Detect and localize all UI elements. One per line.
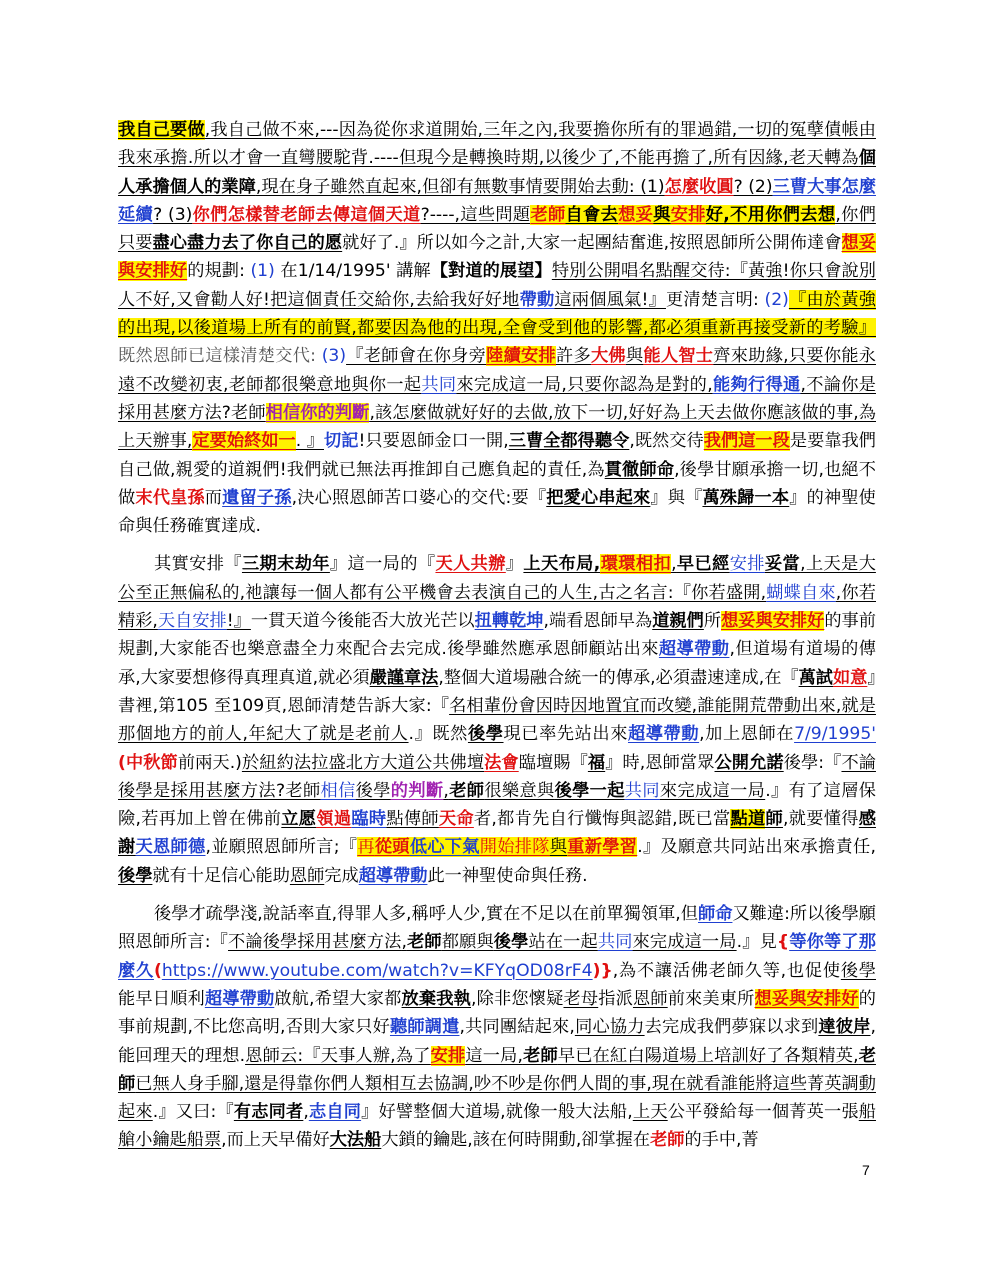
text-segment: 於紐約法拉盛北方大道公共佛壇 — [241, 752, 485, 773]
text-segment: ,上天是大公至正無偏私的,祂讓每一個人都有公平機會去表演自己的人生,古之名言:『你若盛開, — [118, 554, 876, 603]
text-segment: 貫徹師命 — [604, 459, 675, 480]
text-segment: ,除非您懷疑 — [471, 988, 564, 1009]
text-segment: , — [443, 780, 449, 801]
text-segment: 老師 — [530, 204, 566, 225]
text-segment: 完成 — [324, 865, 359, 886]
text-segment: 許多 — [556, 346, 591, 367]
text-segment: 能早日順利 — [118, 988, 205, 1009]
text-segment: 安排 — [729, 554, 765, 575]
text-segment: . 』 — [295, 431, 324, 452]
youtube-link[interactable]: https://www.youtube.com/watch?v=KFYqOD08rF4 — [161, 960, 593, 981]
text-segment: 妥當 — [764, 554, 801, 575]
text-segment: 超導帶動 — [204, 988, 275, 1009]
text-segment: 及願意共同站出來承擔責任, — [660, 837, 876, 858]
text-segment: 的事前規劃,大家能否也樂意盡全力來配合去完成.後學雖然應承恩師顧站出來 — [118, 611, 876, 660]
text-segment: ,共同團結起來, — [459, 1017, 575, 1038]
paragraph-3 — [118, 900, 876, 1155]
text-segment: 超導帶動 — [627, 724, 700, 745]
text-segment: 後學 — [493, 932, 529, 953]
text-segment: 好,不用你們去想 — [705, 204, 836, 225]
text-segment: 三曹大事怎麼延續 — [118, 176, 876, 225]
text-segment: 大佛 — [590, 346, 626, 367]
text-segment: 現已率先站出來 — [503, 724, 628, 745]
text-segment: 道親們 — [652, 611, 704, 632]
text-segment: ,現在身子雖然直起來,但卻有無數事情要開始去動: (1) — [255, 176, 665, 197]
text-segment: 共同 — [421, 374, 457, 395]
text-segment: 不論後學是採用甚麼方法?老師 — [118, 752, 876, 801]
text-segment: ,決心照恩師苦口婆心的交代:要『 — [291, 487, 547, 508]
text-segment: 想妥與安排好 — [754, 988, 859, 1009]
text-segment: 師 — [765, 809, 783, 830]
text-segment: 』這一局的『 — [329, 554, 436, 575]
text-segment: 點道 — [730, 809, 766, 830]
text-segment: 低心下氣 — [409, 837, 480, 858]
text-segment: 聽師調遣 — [389, 1017, 460, 1038]
text-segment: .』 — [637, 837, 661, 858]
text-segment: ,端看恩師早為 — [543, 611, 653, 632]
text-segment: ,就要懂得 — [782, 809, 859, 830]
text-segment: 超導帶動 — [358, 865, 428, 886]
text-segment: 與 — [625, 346, 644, 367]
text-segment: 去完成我們夢寐以求到 — [644, 1017, 819, 1038]
text-segment: 又難違:所以後學願照恩師所言:『 — [118, 904, 876, 953]
text-segment: 蝴蝶自來 — [766, 582, 836, 603]
text-segment: 』好譬整個大道場,就像一般大法船, — [361, 1102, 633, 1123]
text-segment: 的判斷 — [390, 780, 444, 801]
text-segment: 定要始終如一 — [192, 431, 296, 452]
text-segment: 同心協力 — [574, 1017, 645, 1038]
text-segment: 的事前規劃,不比您高明,否則大家只好 — [118, 988, 876, 1038]
text-segment: 前兩天.) — [177, 752, 242, 773]
text-segment: 扭轉乾坤 — [474, 611, 544, 632]
text-segment: 陸續安排 — [486, 346, 556, 367]
text-segment: 嚴謹章法 — [369, 667, 439, 688]
text-segment: 共同 — [597, 932, 633, 953]
text-segment: 萬試 — [798, 667, 833, 688]
text-segment: 萬殊歸一本 — [702, 487, 790, 508]
body-text — [118, 116, 876, 1155]
text-segment: 老母 — [563, 988, 599, 1009]
text-segment: 後學 — [355, 780, 391, 801]
text-segment: 所 — [703, 611, 722, 632]
text-segment: .』有了這層保險,若再加上曾在佛前 — [118, 780, 876, 830]
page-number: 7 — [862, 1162, 870, 1178]
text-segment: 來完成這一局 — [632, 932, 737, 953]
text-segment: 遺留子孫 — [222, 487, 292, 508]
text-segment: 後學:『 — [783, 752, 842, 773]
text-segment: 有志同者 — [233, 1102, 304, 1123]
text-segment: 指派 — [598, 988, 633, 1009]
text-segment: ( — [153, 960, 162, 981]
text-segment: 後學 — [118, 865, 153, 886]
text-segment: 臨壇賜『 — [518, 752, 588, 773]
text-segment: .』又曰:『 — [152, 1102, 234, 1123]
text-segment: 切記 — [323, 431, 359, 452]
text-segment: 三曹全都得聽令 — [508, 431, 630, 452]
text-segment: 開始排隊 — [479, 837, 550, 858]
text-segment: 恩師 — [632, 988, 668, 1009]
text-segment: 齊來助緣,只要你能永遠不改變初衷,老師都很樂意地與你一起 — [118, 346, 876, 395]
text-segment: 安排 — [430, 1045, 466, 1066]
text-segment: 怎麼收圓 — [664, 176, 734, 197]
text-segment: 公開允諾 — [714, 752, 784, 773]
text-segment: ,而上天早備好 — [221, 1130, 330, 1151]
text-segment: 能夠行得通 — [712, 374, 801, 395]
text-segment: 臨時 — [351, 809, 387, 830]
text-segment: 』 — [505, 554, 524, 575]
text-segment: 天命 — [438, 809, 474, 830]
text-segment: 來完成這一局 — [659, 780, 766, 801]
text-segment: 就好了.』所以如今之計,大家一起團結奮進,按照恩師所公開佈達會 — [342, 233, 842, 254]
text-segment: ,你們只要 — [118, 204, 876, 254]
text-segment: 公平發給每一個菁英一張 — [667, 1102, 859, 1123]
text-segment: 感謝 — [118, 809, 876, 858]
text-segment: 再 — [357, 837, 375, 858]
paragraph-1 — [118, 116, 876, 540]
text-segment: 【對道的展望】 — [430, 261, 552, 282]
text-segment: 想妥與安排好 — [721, 611, 825, 632]
text-segment: ,能回理天的理想. — [118, 1017, 876, 1066]
text-segment: (2) — [764, 289, 789, 310]
text-segment: 上天 — [632, 1102, 668, 1123]
text-segment: 就有十足信心能助 — [152, 865, 290, 886]
text-segment: 不論後學採用甚麼方法 — [228, 932, 402, 953]
text-segment: 』的神聖使命與任務確實達成. — [118, 487, 876, 537]
text-segment: 的規劃: — [187, 261, 251, 282]
text-segment: 師命 — [698, 904, 733, 925]
text-segment: 老師 — [118, 1045, 876, 1094]
text-segment: ,不論你是採用甚麼方法?老師 — [118, 374, 876, 423]
text-segment: 想妥 — [618, 204, 654, 225]
text-segment: 『老師會在你身旁 — [346, 346, 487, 367]
text-segment: (中秋節 — [118, 752, 178, 773]
text-segment: 點傳師 — [386, 809, 439, 830]
text-segment: 特別公開唱名點醒交待:『黃強!你只會說別人不好,又會勸人好!把這個責任交給你,去給我好好地 — [118, 261, 876, 310]
text-segment: 老師 — [650, 1130, 685, 1151]
text-segment: ,你若精彩, — [118, 582, 876, 632]
text-segment: .』見 — [736, 932, 777, 953]
text-segment: 與 — [653, 204, 671, 225]
text-segment: 天人共辦 — [435, 554, 506, 575]
text-segment: ,並願照恩師所言;『 — [205, 837, 358, 858]
text-segment: 更清楚言明: — [665, 289, 765, 310]
text-segment: 想妥與安排好 — [118, 233, 876, 282]
text-segment: 其實安排『 — [154, 554, 242, 575]
text-segment: 已無人身手腳,還是得靠你們人類相互去協調,吵不吵是你們人間的事,現在就看誰能將這些菁英調動起來 — [118, 1073, 876, 1123]
text-segment: 恩師 — [289, 865, 325, 886]
text-segment: 來完成這一局,只要你認為是對的, — [456, 374, 713, 395]
text-segment: 相信你的判斷 — [265, 402, 370, 423]
text-segment: ,我自己做不來,---因為從你求道開始,三年之內,我要擔你所有的罪過錯,一切的冤孽債帳由我來承擔.所以才會一直彎腰駝背.----但現今是轉換時期,以後少了,不能再擔了,所有因緣,老天轉為 — [118, 120, 876, 169]
text-segment: 志自同 — [308, 1102, 362, 1123]
text-segment: 相信 — [320, 780, 356, 801]
text-segment: 恩師云:『天事人辦,為了 — [245, 1045, 431, 1066]
text-segment: 者,都肯先自行懺悔與認錯,既已當 — [473, 809, 731, 830]
text-segment: !』 — [226, 611, 251, 632]
text-segment: 立愿 — [281, 809, 317, 830]
text-segment: 』書裡,第105 至109頁,恩師清楚告訴大家:『 — [118, 667, 876, 716]
text-segment: .』既然 — [408, 724, 468, 745]
text-segment: 環環相扣 — [600, 554, 672, 575]
text-segment: 後學一起 — [554, 780, 625, 801]
text-segment: 後學才疏學淺,說話率直,得罪人多,稱呼人少,實在不足以在前單獨領軍,但 — [154, 904, 699, 925]
text-segment: (3) — [321, 346, 347, 367]
text-segment: 能人智士 — [643, 346, 714, 367]
text-segment: ,加上恩師在 — [699, 724, 795, 745]
text-segment: 在1/14/1995' 講解 — [274, 261, 431, 282]
text-segment: 早已在紅白陽道場上培訓好了各類精英, — [557, 1045, 859, 1066]
text-segment: 後學 — [840, 960, 876, 981]
text-segment: 此一神聖使命與任務. — [427, 865, 588, 886]
text-segment: 達彼岸 — [818, 1017, 871, 1038]
text-segment: 從頭 — [374, 837, 410, 858]
text-segment: 前來美東所 — [667, 988, 755, 1009]
text-segment: { — [776, 932, 790, 953]
text-segment: 天自安排 — [157, 611, 227, 632]
text-segment: 後學 — [467, 724, 504, 745]
text-segment: 超導帶動 — [658, 639, 730, 660]
text-segment: 啟航,希望大家都 — [274, 988, 402, 1009]
text-segment: (1) — [250, 261, 275, 282]
text-segment: 老師 — [522, 1045, 558, 1066]
text-segment: ? (3) — [153, 204, 193, 225]
text-segment: )} — [592, 960, 613, 981]
text-segment: , — [671, 554, 677, 575]
text-segment: 船艙小鑰匙船票 — [118, 1102, 876, 1151]
text-segment: 一貫天道今後能否大放光芒以 — [250, 611, 475, 632]
text-segment: 天恩師德 — [135, 837, 206, 858]
text-segment: 法會 — [484, 752, 519, 773]
text-segment: 把愛心串起來 — [546, 487, 651, 508]
text-segment: 站在一起 — [528, 932, 598, 953]
text-segment: 老師 — [406, 932, 442, 953]
text-segment: 盡心盡力去了你自己的愿 — [152, 233, 343, 254]
text-segment: ? (2) — [733, 176, 773, 197]
text-segment: 大法船 — [329, 1130, 382, 1151]
text-segment: 的手中,菁 — [684, 1130, 759, 1151]
paragraph-2 — [118, 550, 876, 890]
text-segment: ,該怎麼做就好好的去做,放下一切,好好為上天去做你應該做的事,為上天辦事, — [118, 402, 876, 452]
text-segment: , — [303, 1102, 309, 1123]
text-segment: ,既然交待 — [629, 431, 704, 452]
text-segment: ?----,這些問題 — [420, 204, 531, 225]
text-segment: 帶動 — [519, 289, 555, 310]
text-segment: 你們怎樣替老師去傳這個天道 — [192, 204, 421, 225]
text-segment: 都願與 — [441, 932, 494, 953]
text-segment: 』時,恩師當眾 — [605, 752, 715, 773]
text-segment: 自會去 — [565, 204, 619, 225]
text-segment: 三期末劫年 — [241, 554, 330, 575]
text-segment: 領過 — [316, 809, 352, 830]
text-segment: 末代皇孫 — [135, 487, 205, 508]
text-segment: 』與『 — [650, 487, 703, 508]
text-segment: 這一局, — [465, 1045, 523, 1066]
text-segment: 我自己要做 — [118, 120, 205, 140]
text-segment: !只要恩師金口一開, — [358, 431, 509, 452]
text-segment: 重新學習 — [567, 837, 638, 858]
text-segment: 早已經 — [676, 554, 730, 575]
text-segment: 福 — [587, 752, 606, 773]
text-segment: ,但道場有道場的傳承,大家要想修得真理真道,就必須 — [118, 639, 876, 688]
text-segment: 等你等了那麼久 — [118, 932, 876, 981]
text-segment: 安排 — [670, 204, 706, 225]
text-segment: 與 — [549, 837, 568, 858]
text-segment: 老師 — [448, 780, 485, 801]
text-segment: 上天布局, — [523, 554, 601, 575]
text-segment: 既然恩師已這樣清楚交代: — [118, 346, 322, 367]
text-segment: ,為不讓活佛老師久等,也促使 — [612, 960, 841, 981]
text-segment: 如意 — [832, 667, 868, 688]
text-segment: 放棄我執 — [401, 988, 471, 1009]
text-segment: 個人承擔個人的業障 — [118, 148, 876, 197]
text-segment: 大鎖的鑰匙,該在何時開動,卻掌握在 — [381, 1130, 651, 1151]
text-segment: 這兩個風氣!』 — [554, 289, 666, 310]
text-segment: 很樂意與 — [484, 780, 555, 801]
text-segment: 名相輩份會因時因地置宜而改變,誰能開荒帶動出來,就是那個地方的前人,年紀大了就是老前人 — [118, 695, 876, 745]
text-segment: , — [401, 932, 407, 953]
text-segment: 共同 — [624, 780, 660, 801]
text-segment: 7/9/1995' — [794, 724, 876, 745]
text-segment: 而 — [204, 487, 223, 508]
text-segment: 我們這一段 — [703, 431, 790, 452]
text-segment: 是要靠我們自己做,親愛的道親們!我們就已無法再推卸自己應負起的責任,為 — [118, 431, 876, 480]
text-segment: ,整個大道場融合統一的傳承,必須盡速達成,在『 — [438, 667, 799, 688]
text-segment: 『由於黃強的出現,以後道場上所有的前賢,都要因為他的出現,全會受到他的影響,都必須重新再接受新的考驗』 — [118, 289, 876, 339]
text-segment: ,後學甘願承擔一切,也絕不做 — [118, 459, 876, 508]
